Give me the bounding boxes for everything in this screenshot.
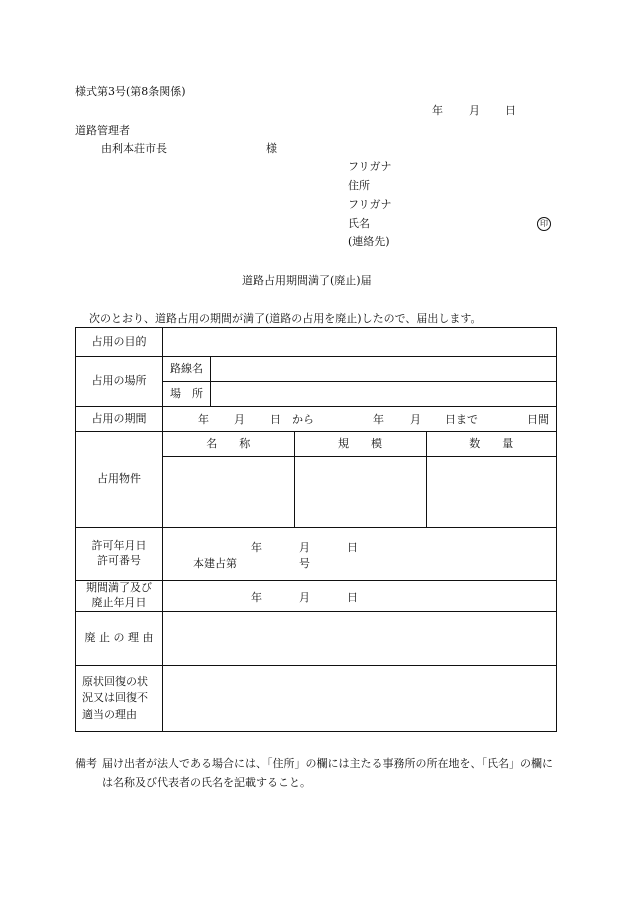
expiry-label-1: 期間満了及び bbox=[86, 581, 152, 595]
location-label: 占用の場所 bbox=[76, 357, 163, 407]
item-name-field[interactable] bbox=[163, 457, 294, 527]
column-spec: 規 模 bbox=[294, 432, 426, 457]
expiry-label-2: 廃止年月日 bbox=[91, 596, 147, 609]
period-day-from: 日 から bbox=[270, 413, 314, 426]
permit-number-label: 許可番号 bbox=[97, 554, 141, 567]
furigana-name-label: フリガナ bbox=[348, 198, 392, 211]
restore-field[interactable] bbox=[163, 666, 557, 732]
item-quantity-field[interactable] bbox=[426, 457, 556, 527]
contact-label: (連絡先) bbox=[348, 235, 390, 248]
document-title: 道路占用期間満了(廃止)届 bbox=[242, 274, 372, 287]
note-paragraph bbox=[75, 754, 555, 792]
intro-text: 次のとおり、道路占用の期間が満了(道路の占用を廃止)したので、届出します。 bbox=[89, 312, 482, 325]
date-month: 月 bbox=[469, 104, 480, 117]
address-label: 住所 bbox=[348, 179, 370, 192]
period-day-to: 日まで bbox=[445, 413, 478, 426]
column-quantity: 数 量 bbox=[426, 432, 556, 457]
expiry-labels bbox=[76, 581, 163, 612]
period-year-2: 年 bbox=[373, 413, 384, 426]
permit-field[interactable] bbox=[163, 528, 557, 581]
period-field[interactable] bbox=[163, 407, 557, 432]
restore-label-3: 適当の理由 bbox=[82, 707, 137, 721]
route-label: 路線名 bbox=[163, 357, 211, 382]
period-month-2: 月 bbox=[410, 413, 421, 426]
items-subtable bbox=[163, 432, 556, 527]
date-day: 日 bbox=[505, 104, 516, 117]
period-label: 占用の期間 bbox=[76, 407, 163, 432]
expiry-year: 年 bbox=[251, 591, 262, 604]
purpose-field[interactable] bbox=[163, 328, 557, 357]
note-text: 届け出者が法人である場合には、「住所」の欄には主たる事務所の所在地を、「氏名」の欄には名称及び代表者の氏名を記載すること。 bbox=[102, 757, 553, 789]
route-field[interactable] bbox=[211, 357, 557, 382]
name-label: 氏名 bbox=[348, 217, 370, 230]
permit-day: 日 bbox=[347, 541, 358, 554]
expiry-day: 日 bbox=[347, 591, 358, 604]
road-manager-label: 道路管理者 bbox=[75, 124, 130, 137]
seal-mark: 印 bbox=[537, 217, 551, 231]
permit-date-label: 許可年月日 bbox=[91, 539, 147, 553]
permit-year: 年 bbox=[251, 541, 262, 554]
expiry-month: 月 bbox=[299, 591, 310, 604]
note-block bbox=[75, 754, 555, 792]
column-name: 名 称 bbox=[163, 432, 294, 457]
form-number: 様式第3号(第8条関係) bbox=[75, 85, 186, 98]
reason-label: 廃 止 の 理 由 bbox=[76, 612, 163, 666]
expiry-field[interactable] bbox=[163, 581, 557, 612]
permit-prefix: 本建占第 bbox=[193, 557, 237, 570]
period-year: 年 bbox=[198, 413, 209, 426]
permit-suffix: 号 bbox=[299, 557, 310, 570]
place-label: 場 所 bbox=[163, 382, 211, 407]
items-label: 占用物件 bbox=[76, 432, 163, 528]
permit-month: 月 bbox=[299, 541, 310, 554]
restore-labels bbox=[76, 666, 163, 732]
period-days: 日間 bbox=[527, 413, 549, 426]
period-month: 月 bbox=[234, 413, 245, 426]
form-table bbox=[75, 327, 557, 732]
purpose-label: 占用の目的 bbox=[76, 328, 163, 357]
furigana-address-label: フリガナ bbox=[348, 160, 392, 173]
note-label: 備考 bbox=[75, 757, 97, 770]
item-spec-field[interactable] bbox=[294, 457, 426, 527]
place-field[interactable] bbox=[211, 382, 557, 407]
mayor-label: 由利本荘市長 bbox=[101, 142, 167, 155]
date-year: 年 bbox=[432, 104, 443, 117]
restore-label-1: 原状回復の状 bbox=[82, 674, 148, 688]
restore-label-2: 況又は回復不 bbox=[82, 691, 148, 705]
honorific: 様 bbox=[266, 142, 277, 155]
reason-field[interactable] bbox=[163, 612, 557, 666]
permit-labels bbox=[76, 528, 163, 581]
items-block bbox=[163, 432, 557, 528]
